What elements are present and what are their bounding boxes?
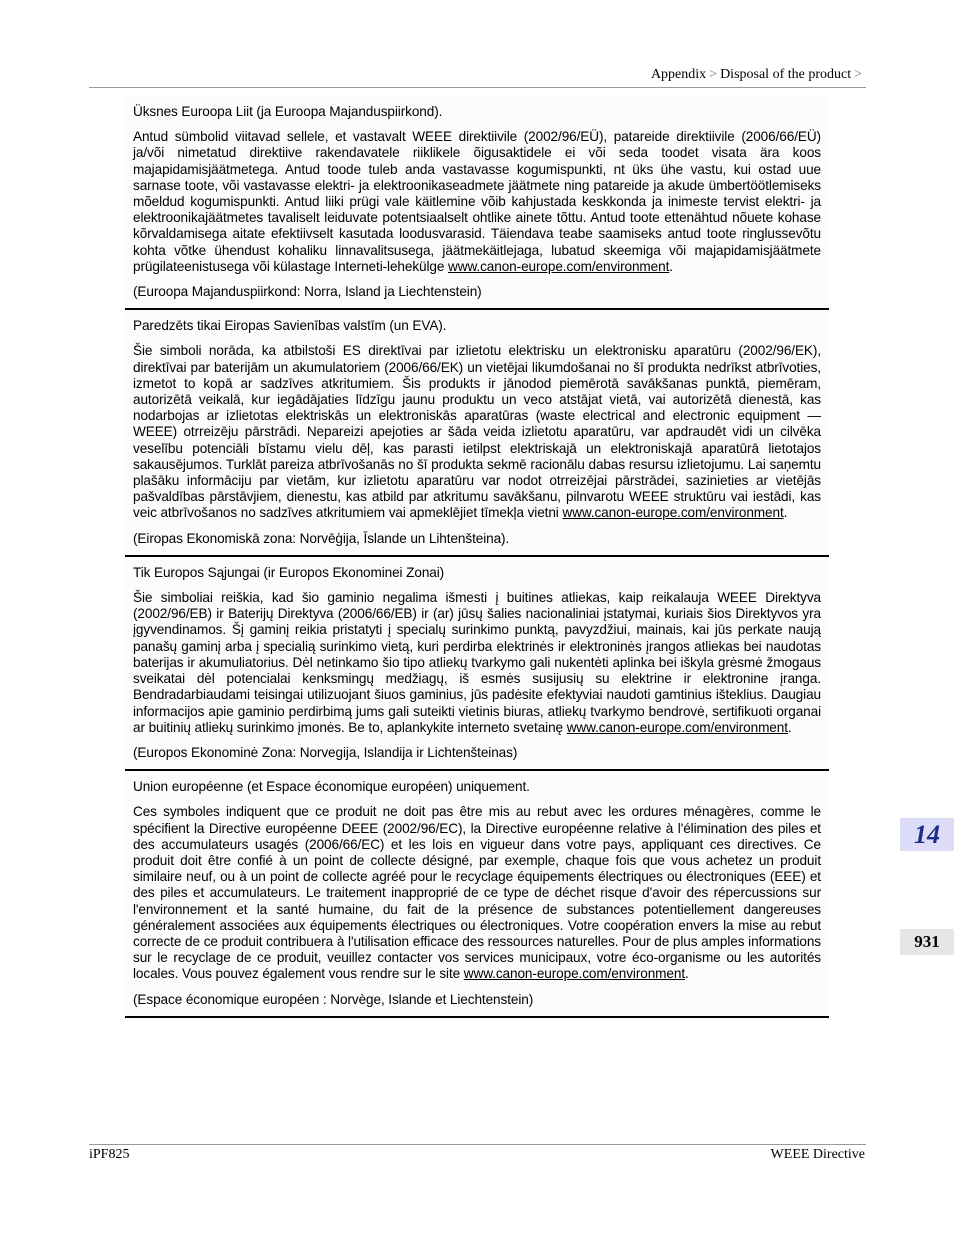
section-body: [133, 129, 821, 275]
footer-section-title: WEEE Directive: [770, 1147, 865, 1162]
environment-link[interactable]: www.canon-europe.com/environment: [566, 719, 788, 735]
section-note: (Euroopa Majanduspiirkond: Norra, Island ja Liechtenstein): [133, 284, 482, 300]
environment-link[interactable]: www.canon-europe.com/environment: [448, 258, 670, 274]
section-lithuanian: [125, 557, 829, 771]
section-french: [125, 771, 829, 1018]
section-body-end: .: [787, 719, 792, 735]
section-body: [133, 590, 821, 736]
breadcrumb: [651, 67, 865, 83]
section-body-text: Šie simboliai reiškia, kad šio gaminio negalima išmesti į buitines atliekas, kaip reikalauja WEEE Direktyva (2002/96/EB) ir Baterijų Direktyva (2006/66/EB) ir (ar) jūsų šalies nacionaliniai įstatymai, kuriais šios Direktyvos yra įgyvendinamos. Šį gaminį reikia pristatyti į specialų surinkimo punktą, pavyzdžiui, mainais, kai jūs perkate naują panašų gaminį arba į specialią surinkimo vietą, kuri perdirba elektrinės ir elektroninės įrangos atliekas bei naudotas baterijas ir akumuliatorius. Dėl netinkamo šio tipo atliekų tvarkymo gali nukentėti aplinka bei iškyla grėsmė žmogaus sveikatai dėl potencialai kenksmingų medžiagų, iš esmės susijusių su elektrine ir elektronine įranga. Bendradarbiaudami teisingai utilizuojant šiuos gaminius, jūs padėsite efektyviai naudoti gamtinius išteklius. Daugiau informacijos apie gaminio perdirbimą jums gali suteikti vietinis biuras, atliekų tvarkymo bendrovė, sertifikuoti organai ar buitinių atliekų surinkimo įmonės. Be to, aplankykite interneto svetainę: [133, 590, 821, 735]
header-divider: [89, 87, 866, 88]
breadcrumb-separator: >: [709, 67, 718, 82]
footer-model: iPF825: [89, 1147, 130, 1162]
environment-link[interactable]: www.canon-europe.com/environment: [463, 966, 685, 982]
footer-divider: [89, 1144, 866, 1145]
section-note: (Espace économique européen : Norvège, Islande et Liechtenstein): [133, 991, 534, 1007]
section-body: [133, 343, 821, 521]
section-latvian: [125, 310, 829, 557]
section-estonian: [125, 96, 829, 310]
breadcrumb-separator: >: [854, 67, 862, 82]
section-body-text: Ces symboles indiquent que ce produit ne doit pas être mis au rebut avec les ordures ménagères, comme le spécifient la Directive européenne DEEE (2002/96/EC), la Directive européenne relative à l'élimination des piles et des accumulateurs usagés (2006/66/EC) et les lois en vigueur dans votre pays, appliquant ces directives. Ce produit doit être confié à un point de collecte désigné, par exemple, chaque fois que vous achetez un produit similaire neuf, ou à un point de collecte agréé pour le recyclage équipements électriques ou électroniques (EEE) et des piles et accumulateurs. Le traitement inapproprié de ce type de déchet risque d'avoir des répercussions sur l'environnement et la santé humaine, du fait de la présence de substances potentiellement dangereuses généralement associées aux équipements électriques ou électroniques. Votre coopération envers la mise au rebut correcte de ce produit contribuera à l'utilisation efficace des ressources naturelles. Pour de plus amples informations sur le recyclage de ce produit, veuillez contacter vos services municipaux, votre éco-organisme ou les autorités locales. Vous pouvez également vous rendre sur le site: [133, 804, 821, 982]
section-body-end: .: [783, 505, 788, 521]
section-note: (Eiropas Ekonomiskā zona: Norvēģija, Īslande un Lihtenšteina).: [133, 530, 510, 546]
section-body-end: .: [669, 258, 673, 274]
section-body-text: Šie simboli norāda, ka atbilstoši ES direktīvai par izlietotu elektrisku un elektronisku aparatūru (2002/96/EK), direktīvai par baterijām un akumulatoriem (2006/66/EK) un vietējai likumdošanai no šī produkta nedrīkst atbrīvoties, izmetot to kopā ar sadzīves atkritumiem. Šis produkts ir jānodod piemērotā savākšanas punktā, piemēram, autorizētā veikalā, kur iegādājaties līdzīgu jaunu produktu un veco atstājat vietā, vai autorizētā dienestā, kas nodarbojas ar izlietotas elektriskās un elektroniskās aparatūras (waste electrical and electronic equipment — WEEE) otrreizēju pārstrādi. Nepareizi apejoties ar šāda veida izlietotu aparatūru, var apdraudēt vidi un cilvēka veselību potenciāli bīstamu vielu dēļ, kas parasti ietilpst elektriskajā un elektroniskajā aparatūrā lietotajos sakausējumos. Turklāt pareiza atbrīvošanās no šī produkta sekmē racionālu dabas resursu izlietojumu. Lai saņemtu plašāku informāciju par vietām, kur izlietotu aparatūru var nodot otrreizējai pārstrādei, sazinieties ar vietējās pašvaldības pārstāvjiem, dienestu, kas atbild par atkritumu savākšanu, pilnvarotu WEEE struktūru vai iestādi, kas veic atbrīvošanos no sadzīves atkritumiem vai apmeklējiet tīmekļa vietni: [133, 343, 821, 521]
section-body-text: Antud sümbolid viitavad sellele, et vastavalt WEEE direktiivile (2002/96/EÜ), patareide direktiivile (2006/66/EÜ) ja/või nimetatud direktiive rakendavatele riiklikele õigusaktidele ei või seda toodet visata ära koos majapidamisjäätmetega. Antud toode tuleb anda vastavasse kogumispunkti, nt üks ühe vastu, kui ostad uue sarnase toote, või vastavasse elektri- ja elektroonikaseadmete jäätmete ning patareide ja akude ümbertöötlemiseks mõeldud kogumispunkti. Antud liiki prügi vale käitlemine võib kahjustada keskkonda ja inimeste tervist elektri- ja elektroonikajäätmetes tavaliselt leiduvate potentsiaalselt ohtlike ainete tõttu. Antud toote ettenähtud nõuete kohase kõrvaldamisega aitate efektiivselt kasutada loodusvarasid. Täiendava teabe saamiseks antud toote ringlussevõtu kohta võtke ühendust kohaliku linnavalitsusega, jäätmekäitlejaga, lubatud skeemiga või majapidamisjäätmete prügilateenistusega või külastage Interneti-lehekülge: [133, 129, 821, 274]
environment-link[interactable]: www.canon-europe.com/environment: [562, 505, 784, 521]
document-content: [125, 96, 829, 1018]
section-title: Paredzēts tikai Eiropas Savienības valstīm (un EVA).: [133, 318, 447, 334]
breadcrumb-disposal[interactable]: Disposal of the product: [720, 67, 852, 82]
section-body-end: .: [685, 966, 689, 982]
breadcrumb-appendix[interactable]: Appendix: [650, 67, 707, 82]
section-title: Union européenne (et Espace économique européen) uniquement.: [133, 779, 530, 795]
page-number: 931: [900, 929, 954, 955]
section-title: Üksnes Euroopa Liit (ja Euroopa Majanduspiirkond).: [133, 104, 443, 119]
chapter-tab[interactable]: 14: [900, 818, 954, 851]
section-note: (Europos Ekonominė Zona: Norvegija, Islandija ir Lichtenšteinas): [133, 744, 518, 760]
section-body: [133, 804, 821, 982]
section-title: Tik Europos Sąjungai (ir Europos Ekonominei Zonai): [133, 564, 445, 580]
